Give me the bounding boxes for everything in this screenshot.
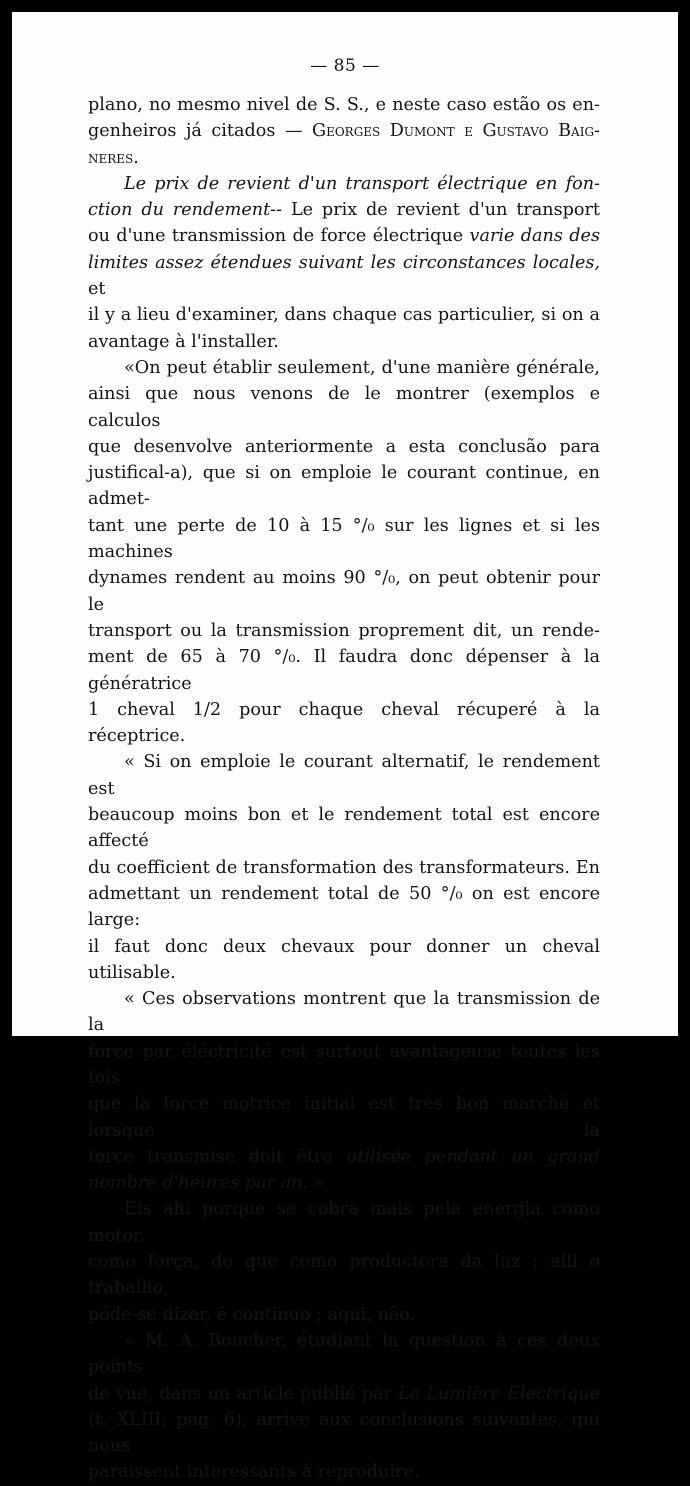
paragraph-4 (88, 749, 600, 986)
author-names: neres. (88, 147, 139, 168)
text-line: tant une perte de 10 à 15 °/₀ sur les lignes et si les machines (88, 515, 600, 563)
paragraph-2 (88, 171, 600, 355)
text-line: paraissent interessants à reproduire. (88, 1462, 420, 1483)
text-span: ou d'une transmission de force électrique (88, 226, 470, 247)
text-line: que desenvolve anteriormente a esta conclusão para (88, 436, 600, 457)
text-span: force transmise doit être (88, 1146, 347, 1167)
book-page (12, 12, 678, 1483)
text-line (88, 118, 600, 144)
text-line: (t. XLIII, pag. 6), arrive aux conclusions suivantes, qui nous (88, 1409, 600, 1457)
italic-span: utilisée pendant un grand (346, 1146, 600, 1167)
text-line: ainsi que nous venons de le montrer (exemplos e calculos (88, 384, 600, 431)
text-line (88, 223, 600, 249)
text-line: « Ces observations montrent que la transmission de la (88, 989, 600, 1036)
text-line: du coefficient de transformation des transformateurs. En (88, 857, 600, 878)
paragraph-7 (88, 1328, 600, 1486)
text-line: force par éléctricité est surtout avantageuse toutes les fois (88, 1041, 600, 1088)
text-span: Le prix de revient d'un transport (282, 200, 600, 221)
italic-span: nombre d'heures par an. (88, 1173, 309, 1194)
text-line: transport ou la transmission proprement dit, un rende- (88, 620, 600, 641)
paragraph-5 (88, 986, 600, 1196)
text-line (88, 1381, 600, 1407)
text-line: «On peut établir seulement, d'une manière générale, (124, 357, 600, 378)
italic-heading: Le prix de revient d'un transport électrique en fon- (124, 173, 600, 194)
text-line: dynames rendent au moins 90 °/₀, on peut obtenir pour le (88, 568, 600, 615)
page-number: — 85 — (310, 56, 380, 76)
text-line (88, 1144, 600, 1170)
text-line: póde-se dizer, é continuo ; aqui, não. (88, 1304, 416, 1325)
text-span: de vue, dans un article publié par (88, 1383, 399, 1404)
author-names: Georges Dumont e Gustavo Baig- (312, 121, 600, 142)
text-line: « Si on emploie le courant alternatif, le rendement est (88, 752, 600, 799)
text-line (88, 250, 600, 303)
italic-span: varie dans des (469, 226, 600, 247)
text-span: genheiros já citados — (88, 121, 313, 142)
journal-title: La Lumière Electrique (398, 1383, 601, 1404)
text-line: plano, no mesmo nivel de S. S., e neste caso estão os en- (88, 95, 600, 115)
text-line: Eis ahi porque se cobra mais pela energia como motor, (88, 1199, 600, 1246)
italic-span: limites assez étendues suivant les circonstances locales, (88, 252, 600, 273)
text-line: avantage à l'installer. (88, 331, 279, 352)
text-line: 1 cheval 1/2 pour chaque cheval récuperé à la réceptrice. (88, 699, 600, 747)
text-line (88, 1170, 600, 1196)
text-line: que la force motrice initial est très bon marché et lorsque la (88, 1094, 600, 1141)
text-line: admettant un rendement total de 50 °/₀ on est encore large: (88, 883, 600, 931)
text-line (88, 171, 600, 197)
text-line: il faut donc deux chevaux pour donner un cheval utilisable. (88, 936, 600, 983)
text-line: beaucoup moins bon et le rendement total est encore affecté (88, 805, 600, 852)
text-line: il y a lieu d'examiner, dans chaque cas particulier, si on a (88, 305, 600, 326)
body-text (88, 92, 600, 1486)
text-line: ment de 65 à 70 °/₀. Il faudra donc dépenser à la génératrice (88, 647, 600, 694)
paragraph-3 (88, 355, 600, 749)
italic-heading: ction du rendement-- (88, 200, 283, 221)
paragraph-1 (88, 92, 600, 171)
text-line (88, 197, 600, 223)
text-line: justifical-a), que si on emploie le courant continue, en admet- (88, 463, 600, 510)
text-span: et (88, 279, 106, 300)
text-line (88, 145, 600, 171)
text-line: « M. A. Boucher, étudiant la question à ces deux points (88, 1330, 600, 1378)
text-span: » (308, 1173, 325, 1194)
paragraph-6 (88, 1196, 600, 1327)
text-line: como força, do que como productora da luz ; alli o trabalho, (88, 1252, 600, 1299)
